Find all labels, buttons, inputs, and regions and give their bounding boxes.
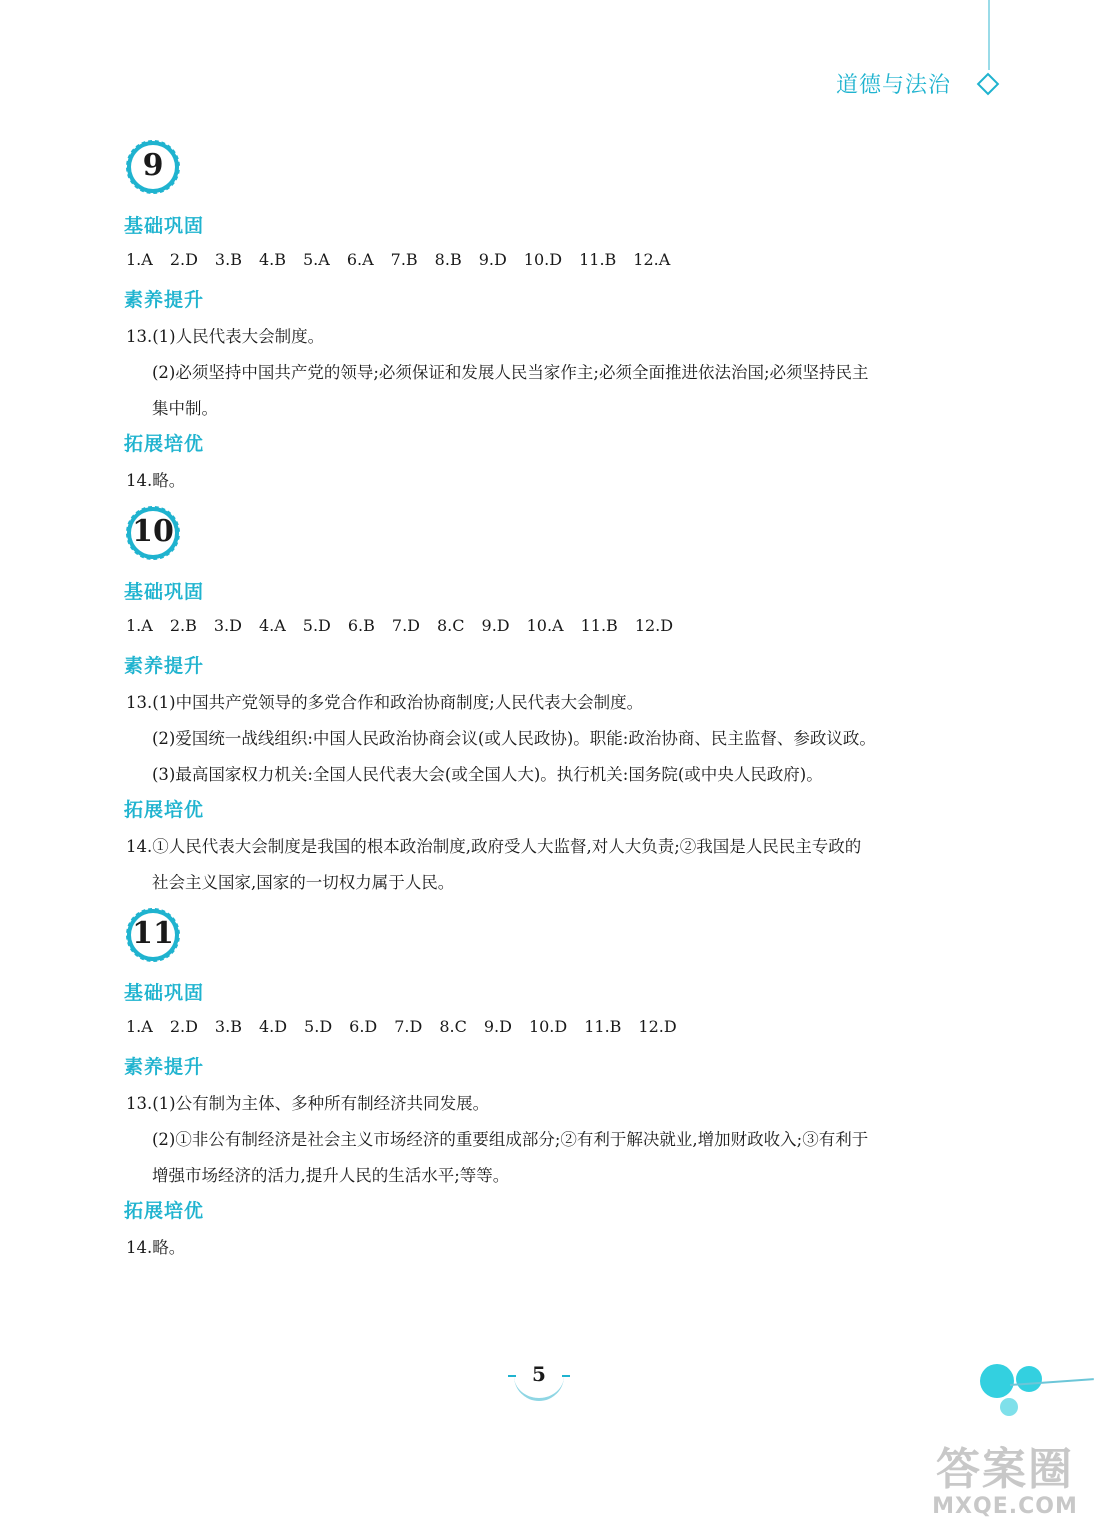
answer-line: 13.(1)中国共产党领导的多党合作和政治协商制度;人民代表大会制度。	[126, 693, 644, 712]
mc-answer: 1.A	[126, 250, 153, 269]
answer-line: 集中制。	[152, 399, 218, 418]
section-basic-title: 基础巩固	[124, 215, 205, 237]
watermark-url: MXQE.COM	[932, 1494, 1078, 1519]
mc-answer: 4.B	[258, 250, 286, 269]
mc-answer: 12.D	[634, 616, 674, 635]
mc-answer: 9.D	[483, 1017, 512, 1036]
section-improve-title: 素养提升	[124, 289, 205, 311]
header-vertical-line	[988, 0, 990, 70]
mc-answer: 10.D	[523, 250, 563, 269]
mc-answer: 4.D	[258, 1017, 288, 1036]
answer-line: (2)①非公有制经济是社会主义市场经济的重要组成部分;②有利于解决就业,增加财政收入;③有利于	[152, 1130, 869, 1149]
answer-line: 13.(1)公有制为主体、多种所有制经济共同发展。	[126, 1094, 490, 1113]
subject-title: 道德与法治	[836, 73, 952, 98]
mc-answers-row	[126, 616, 690, 638]
mc-answer: 8.C	[439, 1017, 467, 1036]
section-extend-title: 拓展培优	[124, 433, 205, 455]
section-basic-title: 基础巩固	[124, 581, 205, 603]
page-number	[508, 1356, 570, 1400]
mc-answer: 6.A	[346, 250, 374, 269]
unit-badge	[124, 906, 182, 964]
answer-line: 14.略。	[126, 1238, 186, 1257]
unit-badge	[124, 504, 182, 562]
mc-answer: 8.B	[434, 250, 462, 269]
mc-answer: 3.B	[214, 250, 242, 269]
mc-answer: 10.D	[528, 1017, 568, 1036]
answer-line: 13.(1)人民代表大会制度。	[126, 327, 325, 346]
watermark-text: 答案圈	[936, 1444, 1074, 1495]
watermark-logo	[920, 1446, 1090, 1520]
mc-answer: 6.D	[349, 1017, 378, 1036]
mc-answer: 6.B	[347, 616, 375, 635]
mc-answer: 4.A	[258, 616, 286, 635]
unit-number: 9	[142, 148, 164, 183]
mc-answer: 10.A	[526, 616, 564, 635]
mc-answer: 8.C	[437, 616, 465, 635]
mc-answer: 2.D	[169, 1017, 198, 1036]
answer-line: 14.略。	[126, 471, 186, 490]
mc-answer: 11.B	[584, 1017, 622, 1036]
answer-line: 14.①人民代表大会制度是我国的根本政治制度,政府受人大监督,对人大负责;②我国是人民民主专政的	[126, 837, 862, 856]
answer-line: (2)爱国统一战线组织:中国人民政治协商会议(或人民政协)。职能:政治协商、民主监督、参政议政。	[152, 729, 876, 748]
mc-answer: 11.B	[580, 616, 618, 635]
section-extend-title: 拓展培优	[124, 799, 205, 821]
mc-answer: 3.D	[213, 616, 242, 635]
diamond-icon	[977, 73, 1000, 96]
mc-answer: 5.D	[304, 1017, 333, 1036]
mc-answer: 5.D	[302, 616, 331, 635]
mc-answer: 7.D	[394, 1017, 423, 1036]
unit-number: 11	[132, 916, 174, 951]
answer-line: 增强市场经济的活力,提升人民的生活水平;等等。	[152, 1166, 510, 1185]
section-improve-title: 素养提升	[124, 655, 205, 677]
unit-badge	[124, 138, 182, 196]
mc-answer: 1.A	[126, 616, 153, 635]
answer-line: 社会主义国家,国家的一切权力属于人民。	[152, 873, 455, 892]
mc-answer: 9.D	[478, 250, 507, 269]
dot-decoration	[1016, 1366, 1042, 1392]
mc-answer: 7.B	[390, 250, 418, 269]
section-basic-title: 基础巩固	[124, 982, 205, 1004]
mc-answer: 7.D	[391, 616, 420, 635]
mc-answer: 9.D	[481, 616, 510, 635]
mc-answer: 2.D	[169, 250, 198, 269]
mc-answers-row	[126, 250, 687, 272]
answer-line: (2)必须坚持中国共产党的领导;必须保证和发展人民当家作主;必须全面推进依法治国;必须坚持民主	[152, 363, 869, 382]
unit-number: 10	[132, 514, 174, 549]
section-improve-title: 素养提升	[124, 1056, 205, 1078]
dot-decoration	[980, 1364, 1014, 1398]
mc-answer: 3.B	[214, 1017, 242, 1036]
page-number-text: 5	[532, 1362, 546, 1386]
dot-decoration	[1000, 1398, 1018, 1416]
mc-answer: 1.A	[126, 1017, 153, 1036]
mc-answer: 11.B	[579, 250, 617, 269]
answer-line: (3)最高国家权力机关:全国人民代表大会(或全国人大)。执行机关:国务院(或中央人民政府)。	[152, 765, 823, 784]
mc-answers-row	[126, 1017, 694, 1039]
mc-answer: 2.B	[169, 616, 197, 635]
mc-answer: 12.A	[633, 250, 671, 269]
section-extend-title: 拓展培优	[124, 1200, 205, 1222]
mc-answer: 12.D	[638, 1017, 677, 1036]
arc-decoration	[514, 1370, 564, 1401]
mc-answer: 5.A	[302, 250, 330, 269]
